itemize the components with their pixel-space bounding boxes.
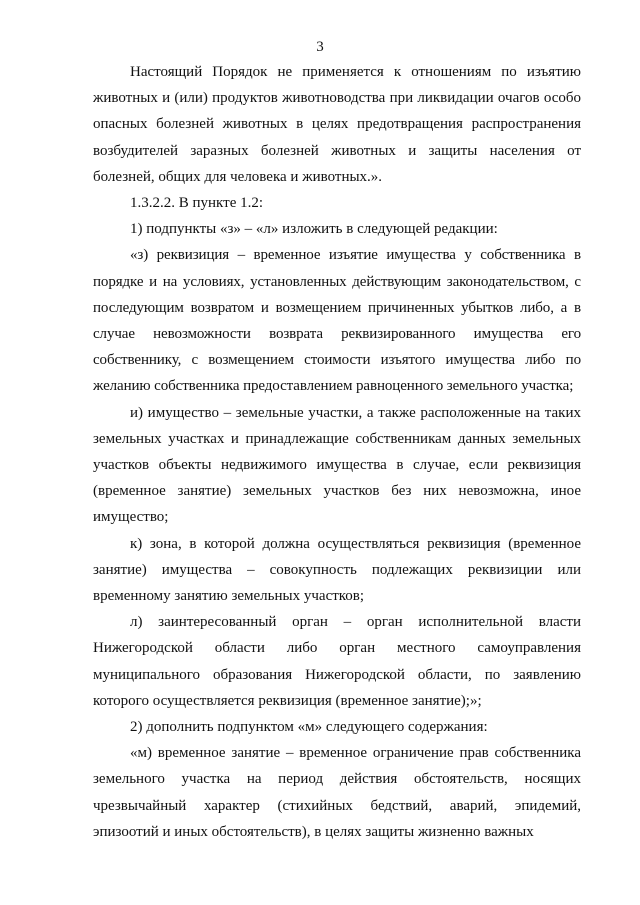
page-number: 3 [316,39,324,55]
paragraph-definition-k: к) зона, в которой должна осуществляться реквизиция (временное занятие) имущества – совокупность подлежащих реквизиции или временному занятию земельных участков; [93,535,581,605]
paragraph-definition-l: л) заинтересованный орган – орган исполнительной власти Нижегородской области либо орган местного самоуправления муниципального образования Нижегородской области, по заявлению которого осуществляется реквизиция (временное занятие);»; [93,614,581,709]
paragraph-clause-1-3-2-2: 1.3.2.2. В пункте 1.2: [130,195,264,212]
paragraph-definition-z: «з) реквизиция – временное изъятие имущества у собственника в порядке и на условиях, установленных действующим законодательством, с последующим возвратом и возмещением причиненных убытков либо, а в случае невозможности возврата реквизированного имущества его собственнику, с возмещением стоимости изъятого имущества либо по желанию собственника предоставлением равноценного земельного участка; [93,247,581,395]
document-body [93,59,581,845]
paragraph-subitem-1: 1) подпункты «з» – «л» изложить в следующей редакции: [130,221,498,238]
paragraph-definition-i: и) имущество – земельные участки, а также расположенные на таких земельных участках и принадлежащие собственникам данных земельных участков объекты недвижимого имущества в случае, если реквизиция (временное занятие) земельных участков без них невозможна, иное имущество; [93,404,581,526]
paragraph-scope-note: Настоящий Порядок не применяется к отношениям по изъятию животных и (или) продуктов животноводства при ликвидации очагов особо опасных болезней животных в целях предотвращения распространения возбудителей заразных болезней животных и защиты населения от болезней, общих для человека и животных.». [93,64,581,185]
paragraph-definition-m: «м) временное занятие – временное ограничение прав собственника земельного участка на период действия обстоятельств, носящих чрезвычайный характер (стихийных бедствий, аварий, эпидемий, эпизоотий и иных обстоятельств), в целях защиты жизненно важных [93,745,581,840]
paragraph-subitem-2: 2) дополнить подпунктом «м» следующего содержания: [130,719,488,736]
